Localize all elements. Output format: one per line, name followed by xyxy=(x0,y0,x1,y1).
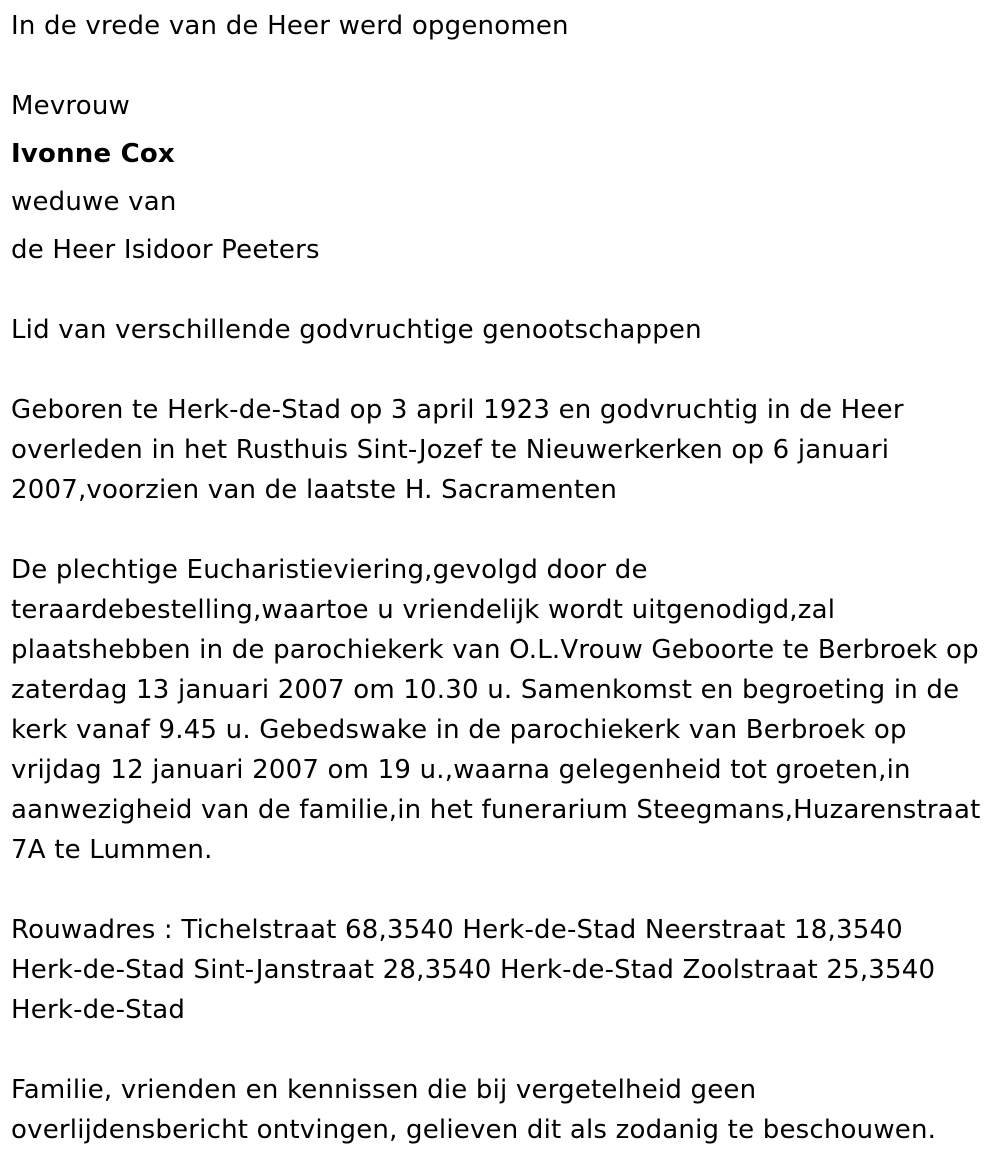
widow-of-label: weduwe van xyxy=(11,187,177,217)
ceremony-line: De plechtige Eucharistieviering,gevolgd door de xyxy=(11,555,648,585)
birth-death-line: overleden in het Rusthuis Sint-Jozef te Nieuwerkerken op 6 januari xyxy=(11,435,890,465)
spouse-name: de Heer Isidoor Peeters xyxy=(11,235,320,265)
ceremony-line: kerk vanaf 9.45 u. Gebedswake in de parochiekerk van Berbroek op xyxy=(11,715,907,745)
intro-line: In de vrede van de Heer werd opgenomen xyxy=(11,11,569,41)
ceremony-line: aanwezigheid van de familie,in het funerarium Steegmans,Huzarenstraat xyxy=(11,795,981,825)
address-line: Herk-de-Stad xyxy=(11,995,186,1025)
ceremony-line: teraardebestelling,waartoe u vriendelijk wordt uitgenodigd,zal xyxy=(11,595,836,625)
deceased-name: Ivonne Cox xyxy=(11,139,175,169)
ceremony-line: zaterdag 13 januari 2007 om 10.30 u. Samenkomst en begroeting in de xyxy=(11,675,960,705)
ceremony-line: vrijdag 12 januari 2007 om 19 u.,waarna gelegenheid tot groeten,in xyxy=(11,755,911,785)
birth-death-line: Geboren te Herk-de-Stad op 3 april 1923 en godvruchtig in de Heer xyxy=(11,395,904,425)
ceremony-line: plaatshebben in de parochiekerk van O.L.Vrouw Geboorte te Berbroek op xyxy=(11,635,979,665)
address-line: Herk-de-Stad Sint-Janstraat 28,3540 Herk-de-Stad Zoolstraat 25,3540 xyxy=(11,955,936,985)
address-line: Rouwadres : Tichelstraat 68,3540 Herk-de-Stad Neerstraat 18,3540 xyxy=(11,915,903,945)
membership-line: Lid van verschillende godvruchtige genootschappen xyxy=(11,315,702,345)
birth-death-line: 2007,voorzien van de laatste H. Sacramenten xyxy=(11,475,618,505)
ceremony-line: 7A te Lummen. xyxy=(11,835,213,865)
title-prefix: Mevrouw xyxy=(11,91,130,121)
closing-line: overlijdensbericht ontvingen, gelieven dit als zodanig te beschouwen. xyxy=(11,1115,937,1145)
closing-line: Familie, vrienden en kennissen die bij vergetelheid geen xyxy=(11,1075,757,1105)
